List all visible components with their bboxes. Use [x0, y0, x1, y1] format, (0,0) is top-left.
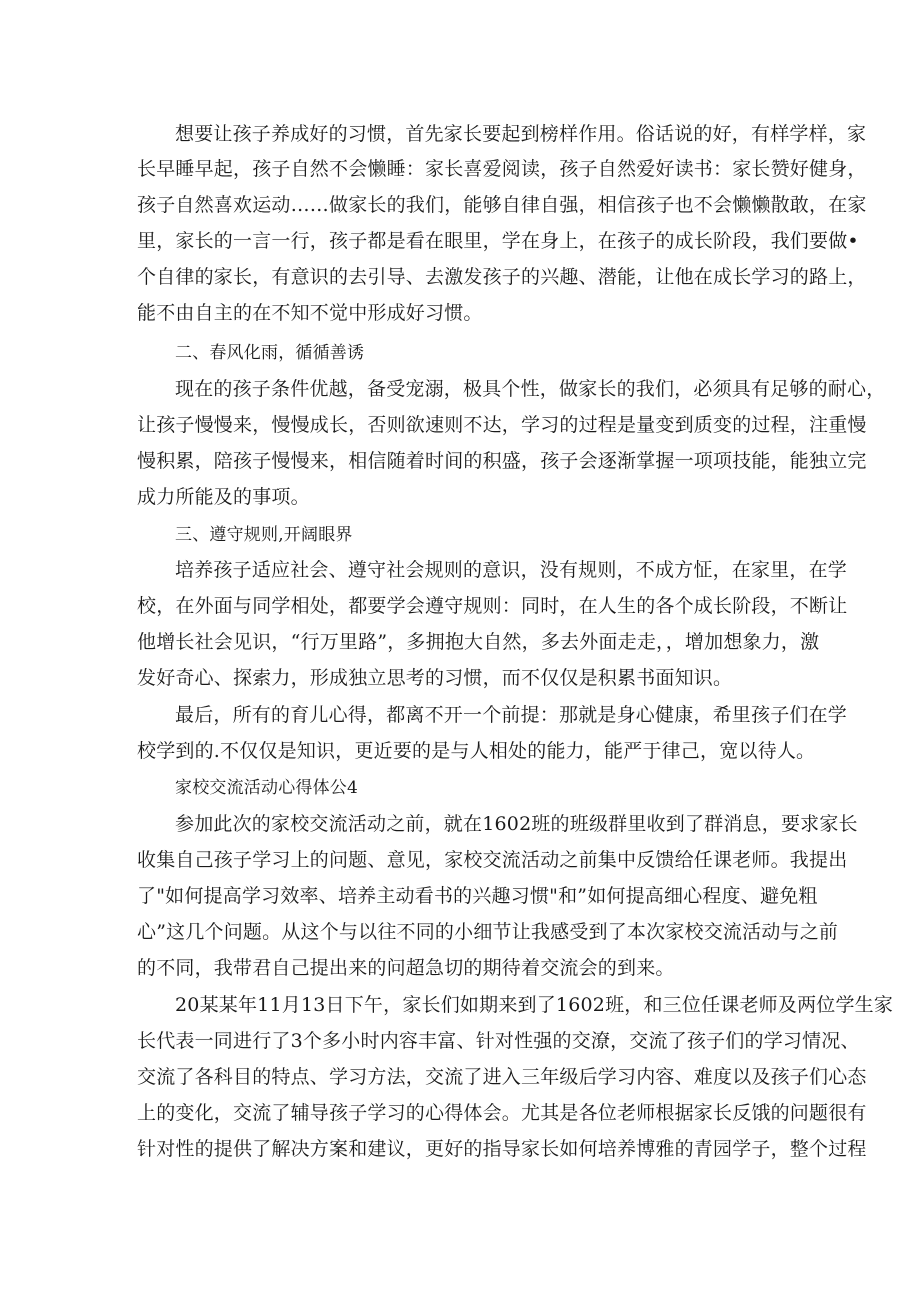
text-line: 的不同，我带君自己提出来的问超急切的期待着交流会的到来。: [137, 957, 675, 979]
text-line: 心”这几个问题。从这个与以往不同的小细节让我感受到了本次家校交流活动与之前: [137, 921, 839, 943]
text-line: 校，在外面与同学相处，都要学会遵守规则：同时，在人生的各个成长阶段，不断让: [137, 595, 848, 617]
section-heading: 家校交流活动心得体公4: [175, 778, 359, 798]
text-line: 参加此次的家校交流活动之前，就在1602班的班级群里收到了群消息，要求家长: [175, 813, 858, 835]
text-line: 针对性的提供了解决方案和建议，更好的指导家长如何培养博雅的青园学子，整个过程: [137, 1138, 867, 1160]
text-line: 上的变化，交流了辅导孩子学习的心得体会。尤其是各位老师根据家长反饿的问题很有: [137, 1102, 867, 1124]
text-line: 想要让孩子养成好的习惯，首先家长要起到榜样作用。俗话说的好，有样学样，家: [175, 123, 867, 145]
text-line: 慢积累，陪孩子慢慢来，相信随着时间的积盛，孩子会逐渐掌握一项项技能，能独立完: [137, 450, 867, 472]
text-line: 发好奇心、探索力，形成独立思考的习惯，而不仅仅是积累书面知识。: [137, 667, 733, 689]
text-line: 让孩子慢慢来，慢慢成长，否则欲速则不达，学习的过程是量变到质变的过程，注重慢: [137, 414, 867, 436]
text-line: 个自律的家长，有意识的去引导、去激发孩子的兴趣、潜能，让他在成长学习的路上，: [137, 266, 867, 288]
text-line: 里，家长的一言一行，孩子都是看在眼里，学在身上，在孩子的成长阶段，我们要做•: [137, 230, 859, 252]
text-line: 交流了各科目的特点、学习方法，交流了进入三年级后学习内容、难度以及孩子们心态: [137, 1066, 867, 1088]
text-line: 20某某年11月13日下午，家长们如期来到了1602班，和三位任课老师及两位学生家: [175, 994, 894, 1016]
text-line: 最后，所有的育儿心得，都离不开一个前提：那就是身心健康，希里孩子们在学: [175, 704, 848, 726]
text-line: 成力所能及的事项。: [137, 486, 310, 508]
text-line: 长早睡早起，孩子自然不会懒睡：家长喜爱阅读，孩子自然爱好读书：家长赞好健身，: [137, 158, 867, 180]
section-heading: 二、春风化雨，循循善诱: [175, 343, 365, 363]
text-line: 校学到的.不仅仅是知识，更近要的是与人相处的能力，能严于律己，宽以待人。: [137, 740, 816, 762]
text-line: 长代表一同进行了3个多小时内容丰富、针对性强的交潦，交流了孩子们的学习情况、: [137, 1030, 860, 1052]
text-line: 孩子自然喜欢运动……做家长的我们，能够自律自强，相信孩子也不会懒懒散敢，在家: [137, 194, 867, 216]
section-heading: 三、遵守规则,开阔眼界: [175, 525, 353, 545]
text-line: 培养孩子适应社会、遵守社会规则的意识，没有规则，不成方怔，在家里，在学: [175, 559, 848, 581]
text-line: 收集自己孩子学习上的问题、意见，家校交流活动之前集中反馈给任课老师。我提出: [137, 849, 848, 871]
text-line: 现在的孩子条件优越，备受宠溺，极具个性，做家长的我们，必须具有足够的耐心，: [175, 378, 886, 400]
text-line: 他增长社会见识，“行万里路”，多拥抱大自然，多去外面走走，，增加想象力，激: [137, 631, 820, 653]
text-line: 了"如何提高学习效率、培养主动看书的兴趣习惯"和”如何提高细心程度、避免粗: [137, 885, 818, 907]
text-line: 能不由自主的在不知不觉中形成好习惯。: [137, 302, 483, 324]
